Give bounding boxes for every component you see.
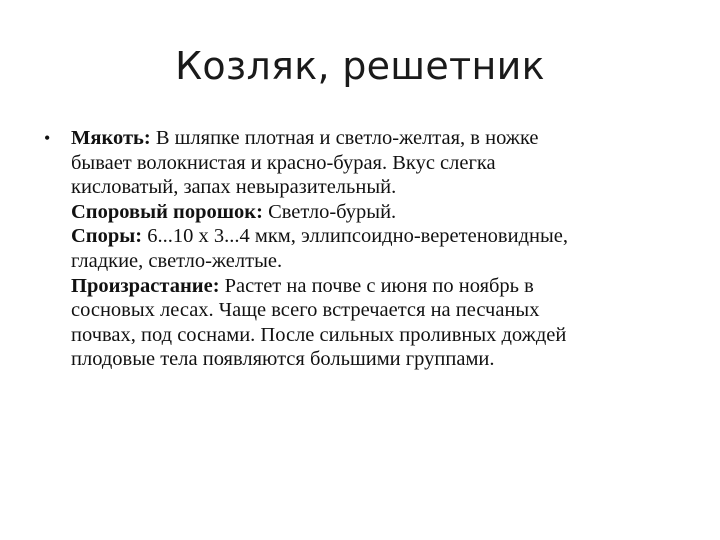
habitat-text-line: почвах, под соснами. После сильных проливных дождей: [71, 323, 567, 346]
flesh-text: В шляпке плотная и светло-желтая, в ножке: [150, 127, 539, 149]
paragraph-line: [71, 200, 684, 225]
label-spore-print: Споровый порошок:: [71, 200, 263, 223]
habitat-text: Растет на почве с июня по ноябрь в: [219, 274, 534, 297]
bullet-icon: •: [44, 128, 51, 148]
bullet-item: [44, 126, 684, 372]
paragraph-line: [71, 126, 684, 151]
habitat-text-line: плодовые тела появляются большими группами.: [71, 348, 495, 371]
spores-text: 6...10 х 3...4 мкм, эллипсоидно-веретеновидные,: [142, 225, 568, 248]
bullet-list: [44, 126, 684, 372]
paragraph-line: [71, 274, 684, 299]
slide-title: Козляк, решетник: [175, 44, 545, 88]
flesh-text-line: кисловатый, запах невыразительный.: [71, 176, 397, 199]
paragraph-line: [71, 224, 684, 249]
spores-text-line: гладкие, светло-желтые.: [71, 249, 283, 272]
spore-print-text: Светло-бурый.: [262, 200, 397, 223]
flesh-text-line: бывает волокнистая и красно-бурая. Вкус слегка: [71, 151, 496, 174]
habitat-text-line: сосновых лесах. Чаще всего встречается на песчаных: [71, 299, 540, 322]
label-flesh: Мякоть:: [71, 127, 151, 149]
label-spores: Споры:: [71, 225, 143, 248]
label-habitat: Произрастание:: [71, 274, 220, 297]
